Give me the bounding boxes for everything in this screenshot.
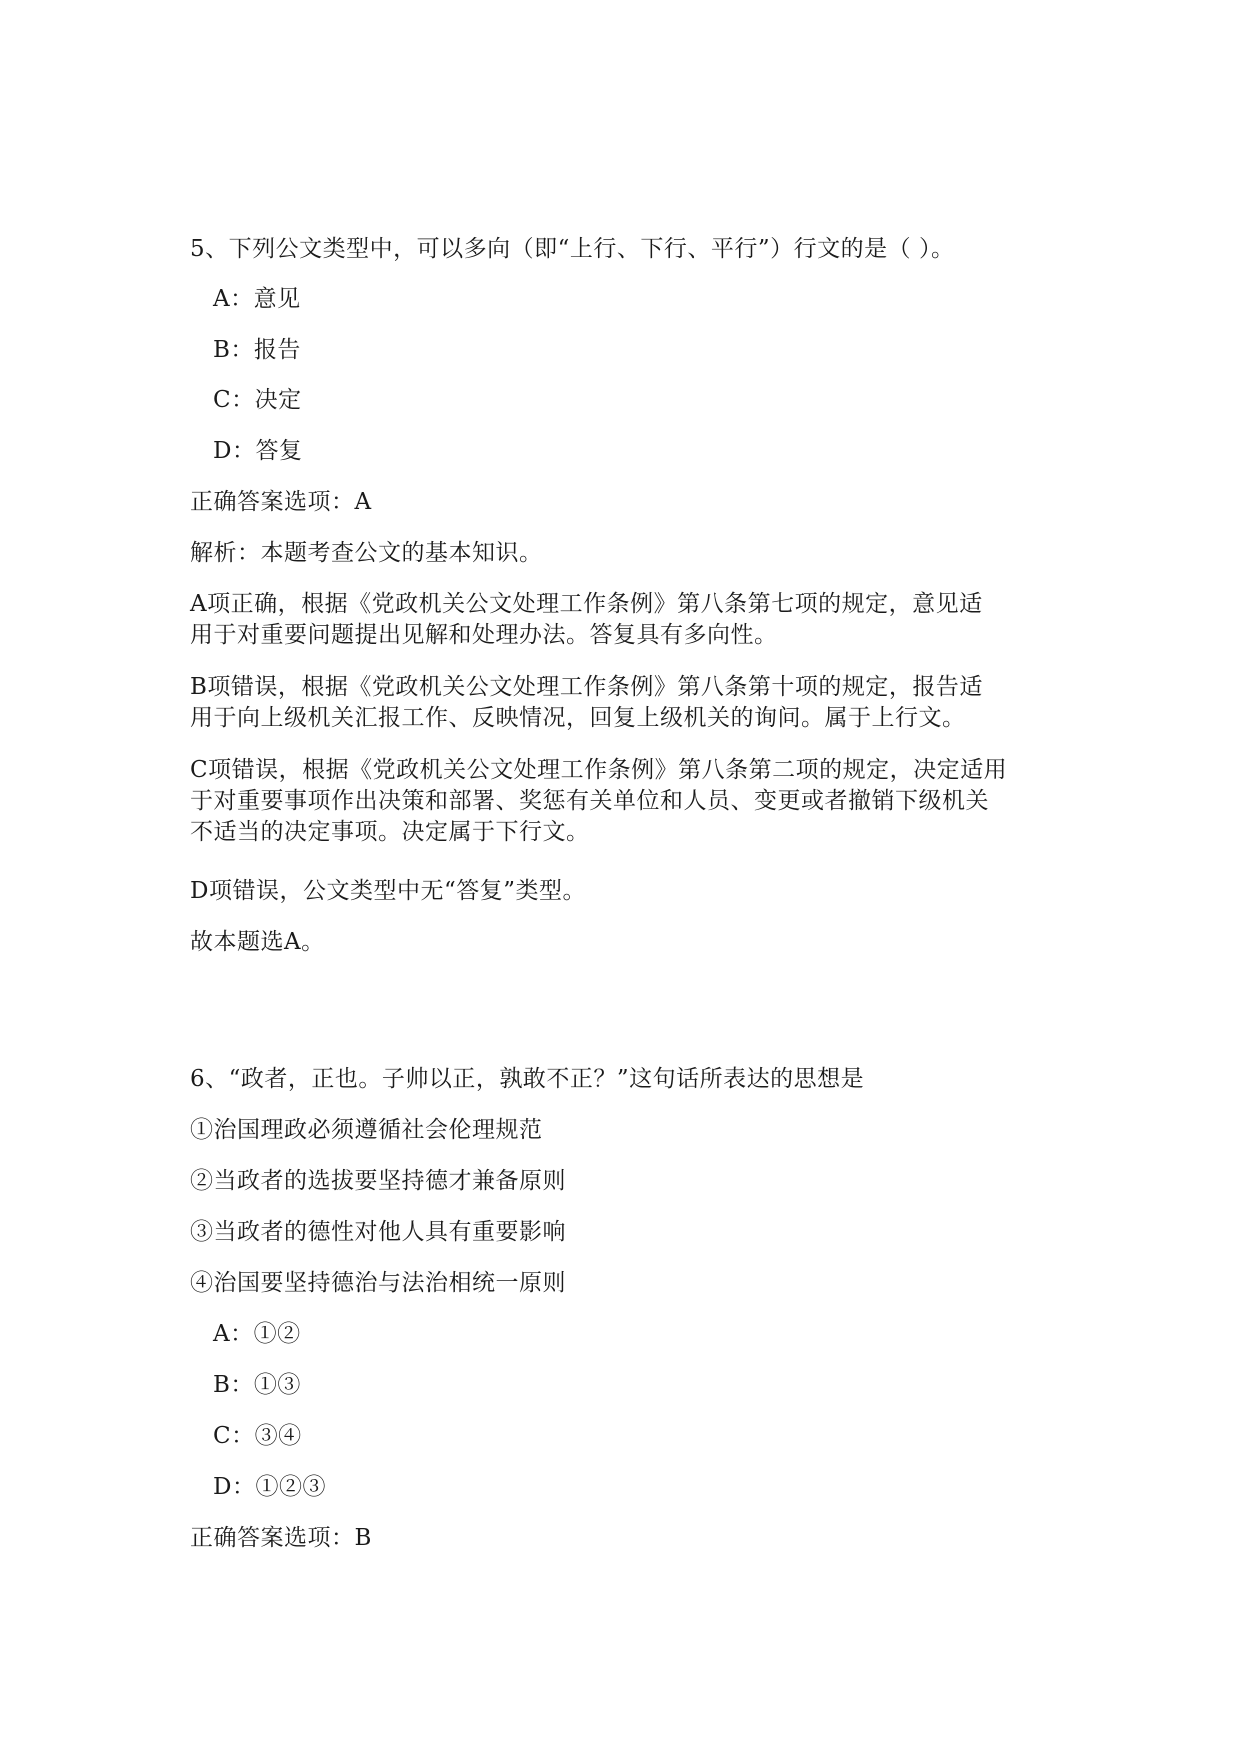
option-text: ①③: [253, 1372, 301, 1398]
question-5-analysis-b: [190, 672, 1070, 734]
question-6-option-d: [213, 1472, 326, 1502]
question-6-option-c: [213, 1421, 302, 1451]
option-label: D：: [213, 438, 256, 464]
option-label: B：: [213, 337, 254, 363]
question-5-answer: 正确答案选项：A: [190, 489, 372, 515]
question-6-statement-1: ①治国理政必须遵循社会伦理规范: [190, 1117, 543, 1143]
analysis-line: 用于对重要问题提出见解和处理办法。答复具有多向性。: [190, 622, 778, 648]
analysis-line: 不适当的决定事项。决定属于下行文。: [190, 819, 590, 845]
option-text: ①②③: [255, 1474, 326, 1500]
question-6-statement-4: ④治国要坚持德治与法治相统一原则: [190, 1270, 566, 1296]
question-6-answer: 正确答案选项：B: [190, 1525, 372, 1551]
option-text: ③④: [254, 1423, 302, 1449]
question-5-analysis-intro: 解析：本题考查公文的基本知识。: [190, 540, 543, 566]
option-text: 报告: [253, 337, 301, 363]
question-5-conclusion: 故本题选A。: [190, 929, 325, 955]
question-6-option-b: [213, 1370, 301, 1400]
question-6-statement-2: ②当政者的选拔要坚持德才兼备原则: [190, 1168, 566, 1194]
question-5-analysis-c: [190, 755, 1070, 848]
option-label: C：: [213, 1423, 255, 1449]
question-6-option-a: [213, 1319, 301, 1349]
question-5-analysis-a: [190, 589, 1070, 651]
analysis-line: B项错误，根据《党政机关公文处理工作条例》第八条第十项的规定，报告适: [190, 674, 983, 700]
option-label: C：: [213, 387, 255, 413]
analysis-line: 用于向上级机关汇报工作、反映情况，回复上级机关的询问。属于上行文。: [190, 705, 966, 731]
option-label: D：: [213, 1474, 256, 1500]
question-5-option-c: [213, 385, 302, 415]
question-5-option-b: [213, 335, 301, 365]
analysis-line: 于对重要事项作出决策和部署、奖惩有关单位和人员、变更或者撤销下级机关: [190, 788, 989, 814]
option-text: ①②: [253, 1321, 301, 1347]
option-text: 意见: [253, 286, 301, 312]
option-label: B：: [213, 1372, 254, 1398]
analysis-line: A项正确，根据《党政机关公文处理工作条例》第八条第七项的规定，意见适: [190, 591, 983, 617]
question-5-analysis-d: D项错误，公文类型中无“答复”类型。: [190, 878, 586, 904]
question-6-stem: 6、“政者，正也。子帅以正，孰敢不正？”这句话所表达的思想是: [190, 1066, 865, 1092]
question-6-statement-3: ③当政者的德性对他人具有重要影响: [190, 1219, 566, 1245]
question-5-option-a: [213, 284, 301, 314]
option-label: A：: [213, 286, 254, 312]
question-5-option-d: [213, 436, 302, 466]
analysis-line: C项错误，根据《党政机关公文处理工作条例》第八条第二项的规定，决定适用: [190, 757, 1008, 783]
option-text: 决定: [254, 387, 302, 413]
option-text: 答复: [255, 438, 303, 464]
question-5-stem: 5、下列公文类型中，可以多向（即“上行、下行、平行”）行文的是（ ）。: [190, 236, 955, 262]
option-label: A：: [213, 1321, 254, 1347]
